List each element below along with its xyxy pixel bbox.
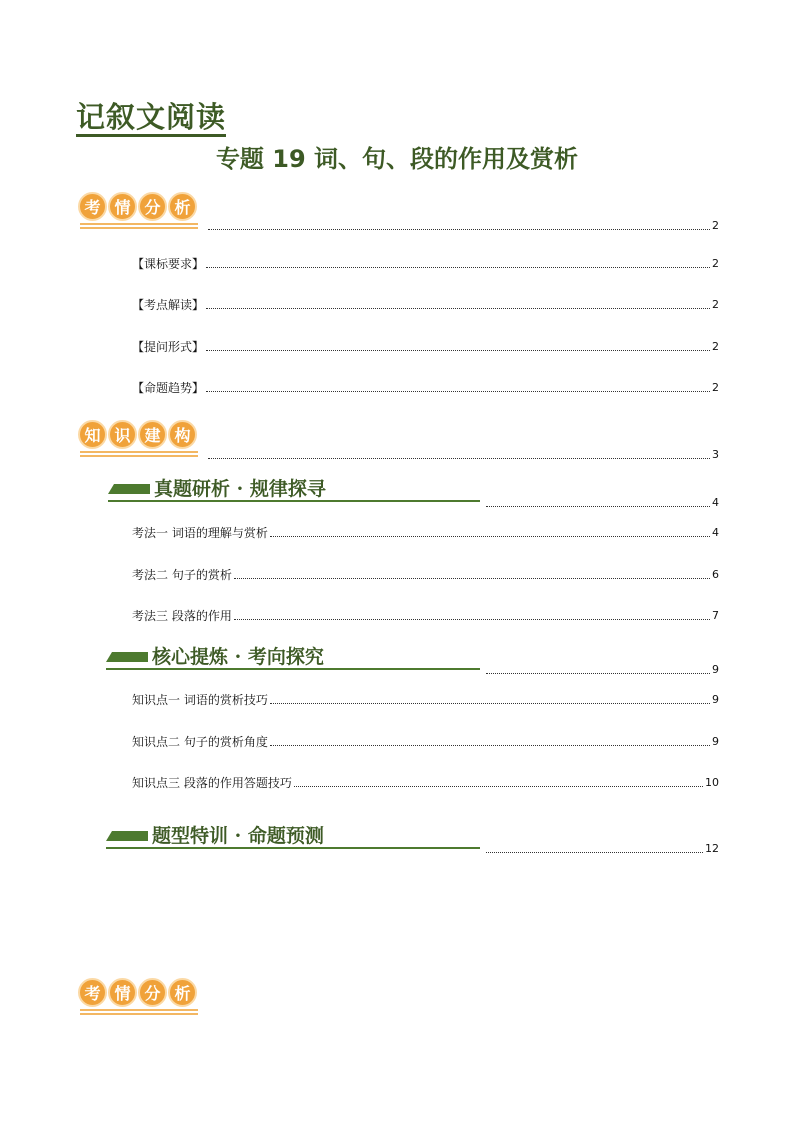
- dot-leader: [206, 390, 710, 392]
- badge-char: 建: [138, 420, 167, 449]
- page-number: 2: [712, 219, 719, 232]
- toc-row[interactable]: [132, 298, 719, 312]
- dot-leader: [208, 228, 710, 230]
- page-number: 2: [712, 381, 719, 394]
- toc-row-section2[interactable]: [484, 663, 719, 677]
- dot-leader: [234, 577, 710, 579]
- toc-label: 知识点三 段落的作用答题技巧: [132, 776, 292, 790]
- toc-label: 知识点一 词语的赏析技巧: [132, 693, 268, 707]
- toc-row[interactable]: [132, 526, 719, 540]
- section-header-2: [106, 644, 480, 674]
- section-title: 核心提炼 · 考向探究: [152, 646, 324, 668]
- badge-char: 情: [108, 192, 137, 221]
- dot-leader: [486, 505, 710, 507]
- page-number: 4: [712, 496, 719, 509]
- badge-char: 分: [138, 192, 167, 221]
- section-header-3: [106, 823, 480, 853]
- analysis-badge: [78, 192, 197, 232]
- toc-row-section3[interactable]: [484, 842, 719, 856]
- toc-label: 【命题趋势】: [132, 381, 205, 395]
- badge-char: 构: [168, 420, 197, 449]
- section-title: 题型特训 · 命题预测: [152, 825, 324, 847]
- page-number: 2: [712, 257, 719, 270]
- toc-label: 【课标要求】: [132, 257, 205, 271]
- dot-leader: [208, 457, 710, 459]
- section-underline: [106, 847, 480, 849]
- badge-char: 知: [78, 420, 107, 449]
- toc-row[interactable]: [132, 381, 719, 395]
- toc-row-knowledge[interactable]: [206, 448, 719, 462]
- badge-underline: [80, 455, 198, 457]
- section-bar: [108, 484, 150, 494]
- toc-label: 【提问形式】: [132, 340, 205, 354]
- section-title: 真题研析 · 规律探寻: [154, 478, 326, 500]
- section-bar: [106, 831, 148, 841]
- badge-char: 考: [78, 978, 107, 1007]
- badge-char: 情: [108, 978, 137, 1007]
- page-number: 9: [712, 693, 719, 706]
- page-number: 6: [712, 568, 719, 581]
- dot-leader: [486, 672, 710, 674]
- toc-row[interactable]: [132, 257, 719, 271]
- toc-row-section1[interactable]: [484, 496, 719, 510]
- page-number: 2: [712, 298, 719, 311]
- page-number: 9: [712, 663, 719, 676]
- badge-underline: [80, 1009, 198, 1011]
- badge-char: 析: [168, 192, 197, 221]
- badge-char: 分: [138, 978, 167, 1007]
- section-bar: [106, 652, 148, 662]
- dot-leader: [234, 618, 710, 620]
- dot-leader: [294, 785, 703, 787]
- section-underline: [106, 668, 480, 670]
- toc-label: 考法一 词语的理解与赏析: [132, 526, 268, 540]
- badge-char: 识: [108, 420, 137, 449]
- badge-underline: [80, 223, 198, 225]
- toc-row[interactable]: [132, 776, 719, 790]
- toc-row[interactable]: [132, 568, 719, 582]
- dot-leader: [206, 266, 710, 268]
- page-number: 3: [712, 448, 719, 461]
- dot-leader: [486, 851, 703, 853]
- toc-label: 【考点解读】: [132, 298, 205, 312]
- dot-leader: [206, 349, 710, 351]
- page-number: 10: [705, 776, 719, 789]
- section-underline: [108, 500, 480, 502]
- toc-row-analysis[interactable]: [206, 219, 719, 233]
- toc-row[interactable]: [132, 735, 719, 749]
- page-number: 12: [705, 842, 719, 855]
- toc-label: 考法三 段落的作用: [132, 609, 232, 623]
- page-number: 4: [712, 526, 719, 539]
- toc-label: 知识点二 句子的赏析角度: [132, 735, 268, 749]
- badge-char: 析: [168, 978, 197, 1007]
- toc-row[interactable]: [132, 693, 719, 707]
- badge-underline: [80, 1013, 198, 1015]
- page-number: 9: [712, 735, 719, 748]
- toc-row[interactable]: [132, 609, 719, 623]
- knowledge-badge: [78, 420, 197, 460]
- dot-leader: [270, 702, 710, 704]
- analysis-badge-bottom: [78, 978, 197, 1018]
- dot-leader: [270, 744, 710, 746]
- badge-underline: [80, 227, 198, 229]
- dot-leader: [206, 307, 710, 309]
- sub-title: 专题 19 词、句、段的作用及赏析: [215, 145, 579, 173]
- badge-underline: [80, 451, 198, 453]
- page-number: 2: [712, 340, 719, 353]
- page-number: 7: [712, 609, 719, 622]
- dot-leader: [270, 535, 710, 537]
- toc-row[interactable]: [132, 340, 719, 354]
- main-title: 记叙文阅读: [76, 100, 226, 137]
- section-header-1: [108, 476, 480, 506]
- badge-char: 考: [78, 192, 107, 221]
- toc-label: 考法二 句子的赏析: [132, 568, 232, 582]
